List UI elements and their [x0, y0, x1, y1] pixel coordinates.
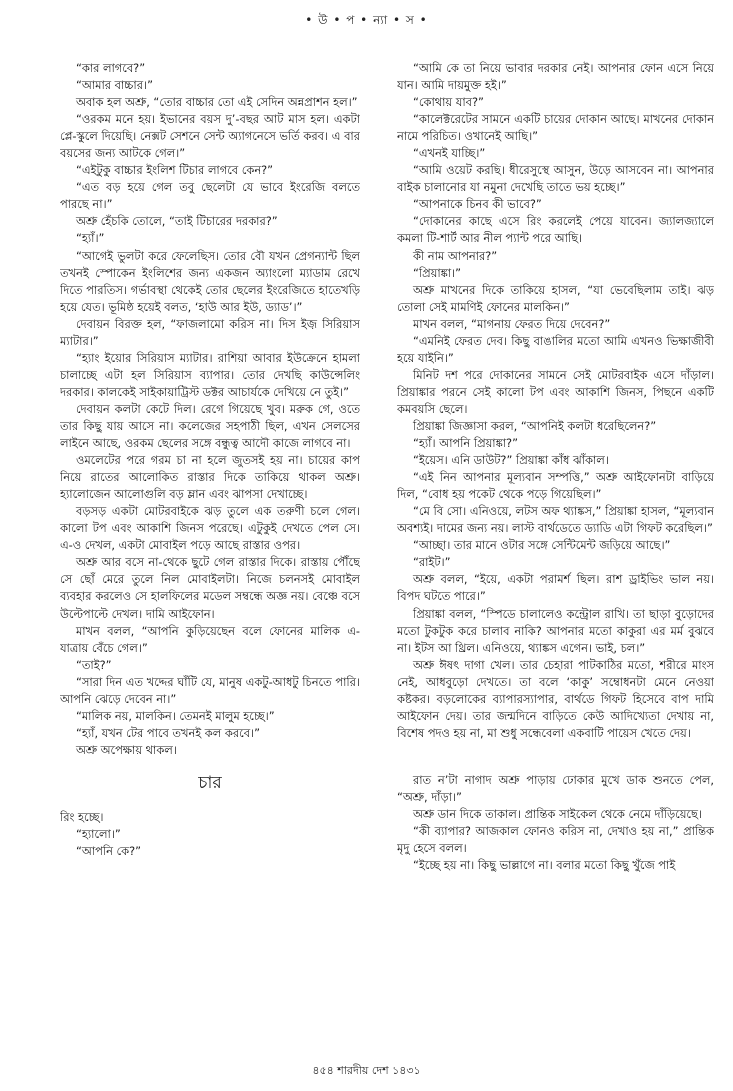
right-column — [397, 60, 714, 1047]
right-after-gap-paragraphs — [397, 772, 714, 874]
paragraph: “কোথায় যাব?” — [412, 95, 484, 110]
paragraph: রাত ন’টা নাগাদ অশ্রু পাড়ায় ঢোকার মুখে ডাক শুনতে পেল, “অশ্রু, দাঁড়া।” — [397, 772, 714, 804]
paragraph: “আমার বাচ্চার।” — [75, 78, 153, 93]
paragraph: “এই নিন আপনার মূল্যবান সম্পত্তি,” অশ্রু আইফোনটা বাড়িয়ে দিল, “বোধ হয় পকেট থেকে পড়ে গিয়েছিল।” — [397, 470, 714, 502]
paragraph: “এমনিই ফেরত দেব। কিছু বাঙালির মতো আমি এখনও ভিক্ষাজীবী হয়ে যাইনি।” — [397, 333, 714, 365]
left-paragraphs — [60, 60, 360, 759]
paragraph: “ইয়েস। এনি ডাউট?” প্রিয়াঙ্কা কাঁধ ঝাঁকাল। — [412, 453, 609, 468]
paragraph: কী নাম আপনার?” — [412, 248, 498, 263]
paragraph: মিনিট দশ পরে দোকানের সামনে সেই মোটরবাইক এসে দাঁড়াল। প্রিয়াঙ্কার পরনে সেই কালো টপ এবং আকাশি জিনস, পিছনে একটি কমবয়সি ছেলে। — [397, 367, 714, 416]
paragraph: “এখনই যাচ্ছি।” — [412, 146, 486, 161]
paragraph: প্রিয়াঙ্কা বলল, “স্পিডে চালালেও কন্ট্রোল রাখি। তা ছাড়া বুড়োদের মতো টুকটুক করে চালাব নাকি? আপনার মতো কাকুরা এর মর্ম বুঝবে না। ইটস আ থ্রিল। এনিওয়ে, থ্যাঙ্কস এগেন। ভাই, চল।” — [397, 606, 714, 655]
page-footer: ৪৫৪ শারদীয় দেশ ১৪৩১ — [312, 1064, 421, 1077]
paragraph: “হ্যাঁ।” — [75, 231, 105, 246]
paragraph: অশ্রু ঈষৎ দাগা খেল। তার চেহারা পাটকাঠির মতো, শরীরে মাংস নেই, আধবুড়ো দেখতে। তা বলে ‘কাকু’ সম্বোধনটা মেনে নেওয়া কষ্টকর। বড়লোকের ব্যাপারস্যাপার, বার্থডে গিফট হিসেবে বাপ দামি আইফোন দেয়। তার জন্মদিনে বাড়িতে কেউ আদিখ্যেতা দেখায় না, বিশেষ পদও হয় না, মা শুধু সন্ধেবেলা একবাটি পায়েস খেতে দেয়। — [397, 657, 714, 740]
paragraph: “হ্যাং ইয়োর সিরিয়াস ম্যাটার। রাশিয়া আবার ইউক্রেনে হামলা চালাচ্ছে এটা হল সিরিয়াস ব্যাপার। তোর দেখছি কাউন্সেলিং দরকার। কালকেই সাইকায়াট্রিস্ট ডক্টর আচার্যকে দেখিয়ে নে তুই।” — [60, 350, 360, 399]
paragraph: “আপনাকে চিনব কী ভাবে?” — [412, 197, 542, 212]
paragraph: “আচ্ছা। তার মানে ওটার সঙ্গে সেন্টিমেন্ট জড়িয়ে আছে।” — [412, 538, 671, 553]
paragraph: অশ্রু অপেক্ষায় থাকল। — [75, 742, 177, 757]
paragraph: অশ্রু বলল, “ইয়ে, একটা পরামর্শ ছিল। রাশ ড্রাইভিং ভাল নয়। বিপদ ঘটতে পারে।” — [397, 572, 714, 604]
paragraph: “এইটুকু বাচ্চার ইংলিশ টিচার লাগবে কেন?” — [75, 163, 274, 178]
paragraph: “তাই?” — [75, 657, 112, 672]
paragraph: “দোকানের কাছে এসে রিং করলেই পেয়ে যাবেন। জ্যালজ্যালে কমলা টি-শার্ট আর নীল প্যান্ট পরে আছি। — [397, 214, 714, 246]
paragraph: “এত বড় হয়ে গেল তবু ছেলেটা যে ভাবে ইংরেজি বলতে পারছে না।” — [60, 180, 360, 212]
paragraph: অশ্রু আর বসে না-থেকে ছুটে গেল রাস্তার দিকে। রাস্তায় পৌঁছে সে ছোঁ মেরে তুলে নিল মোবাইলটা। নিজে চলনসই মোবাইল ব্যবহার করলেও সে হালফিলের মডেল সম্বন্ধে অজ্ঞ নয়। বেঞ্চে বসে উল্টেপাল্টে দেখল। দামি আইফোন। — [60, 555, 360, 621]
paragraph: “হ্যাঁ। আপনি প্রিয়াঙ্কা?” — [412, 436, 518, 451]
paragraph: “কার লাগবে?” — [75, 61, 146, 75]
paragraph: অশ্রু মাখনের দিকে তাকিয়ে হাসল, “যা ভেবেছিলাম তাই। ঝড় তোলা সেই মামণিই ফোনের মালকিন।” — [397, 282, 714, 314]
left-after-section-paragraphs — [60, 809, 360, 860]
page-header: • উ • প • ন্যা • স • — [305, 13, 428, 27]
scene-break — [397, 742, 714, 772]
paragraph: ওমলেটের পরে গরম চা না হলে জুতসই হয় না। চায়ের কাপ নিয়ে রাতের আলোকিত রাস্তার দিকে তাকিয়ে থাকল অশ্রু। হ্যালোজেন আলোগুলি বড় ম্লান এবং ঝাপসা দেখাচ্ছে। — [60, 453, 360, 502]
paragraph: অশ্রু হেঁচকি তোলে, “তাই টিচারের দরকার?” — [75, 214, 278, 229]
paragraph: বড়সড় একটা মোটরবাইকে ঝড় তুলে এক তরুণী চলে গেল। কালো টপ এবং আকাশি জিনস পরেছে। এটুকুই দেখতে পেল সে। এ-ও দেখল, একটা মোবাইল পড়ে আছে রাস্তার ওপর। — [60, 504, 360, 553]
paragraph: অশ্রু ডান দিকে তাকাল। প্রান্তিক সাইকেল থেকে নেমে দাঁড়িয়েছে। — [412, 806, 702, 821]
paragraph: “আমি ওয়েট করছি। ধীরেসুস্থে আসুন, উড়ে আসবেন না। আপনার বাইক চালানোর যা নমুনা দেখেছি তাতে ভয় হচ্ছে।” — [397, 163, 714, 195]
paragraph: “ওরকম মনে হয়। ইভানের বয়স দু’-বছর আট মাস হল। একটা প্লে-স্কুলে দিয়েছি। নেক্সট সেশনে সেন্ট অ্যাগনেসে ভর্তি করব। এ বার বয়সের জন্য আটকে গেল।” — [60, 112, 360, 161]
paragraph: “হ্যালো।” — [75, 826, 121, 841]
paragraph: “হ্যাঁ, যখন টের পাবে তখনই কল করবে।” — [75, 725, 261, 740]
paragraph: “মালিক নয়, মালকিন। তেমনই মালুম হচ্ছে।” — [75, 708, 275, 723]
paragraph: মাখন বলল, “আপনি কুড়িয়েছেন বলে ফোনের মালিক এ-যাত্রায় বেঁচে গেল।” — [60, 623, 360, 655]
paragraph: প্রিয়াঙ্কা জিজ্ঞাসা করল, “আপনিই কলটা ধরেছিলেন?” — [412, 418, 657, 433]
section-heading: চার — [198, 772, 222, 793]
right-paragraphs — [397, 60, 714, 742]
paragraph: “মে বি সো। এনিওয়ে, লটস অফ থ্যাঙ্কস,” প্রিয়াঙ্কা হাসল, “মূল্যবান অবশ্যই। দামের জন্য নয়। লাস্ট বার্থডেতে ড্যাডি এটা গিফট করেছিল।” — [397, 504, 714, 536]
paragraph: “কালেক্টরেটের সামনে একটি চায়ের দোকান আছে। মাখনের দোকান নামে পরিচিত। ওখানেই আছি।” — [397, 112, 714, 144]
paragraph: “আমি কে তা নিয়ে ভাবার দরকার নেই। আপনার ফোন এসে নিয়ে যান। আমি দায়মুক্ত হই।” — [397, 61, 714, 93]
paragraph: “রাইট।” — [412, 555, 451, 570]
left-column — [60, 60, 360, 1047]
paragraph: রিং হচ্ছে। — [60, 809, 104, 824]
paragraph: “প্রিয়াঙ্কা।” — [412, 265, 462, 280]
paragraph: “সারা দিন এত খদ্দের ঘাঁটি যে, মানুষ একটু-আধটু চিনতে পারি। আপনি ঝেড়ে দেবেন না।” — [60, 674, 360, 706]
paragraph: “আগেই ভুলটা করে ফেলেছিস। তোর বৌ যখন প্রেগন্যান্ট ছিল তখনই স্পোকেন ইংলিশের জন্য একজন অ্যাংলো ম্যাডাম রেখে দিতে পারতিস। গর্ভাবস্থা থেকেই তোর ছেলের ইংরেজিতে হাতেখড়ি হয়ে যেত। ভূমিষ্ঠ হয়েই বলত, ‘হাউ আর ইউ, ড্যাড’।” — [60, 248, 360, 314]
paragraph: মাখন বলল, “মাগনায় ফেরত দিয়ে দেবেন?” — [412, 316, 611, 331]
paragraph: “কী ব্যাপার? আজকাল ফোনও করিস না, দেখাও হয় না,” প্রান্তিক মৃদু হেসে বলল। — [397, 824, 714, 856]
paragraph: দেবায়ন বিরক্ত হল, “ফাজলামো করিস না। দিস ইজ় সিরিয়াস ম্যাটার।” — [60, 316, 360, 348]
paragraph: “ইচ্ছে হয় না। কিছু ভাল্লাগে না। বলার মতো কিছু খুঁজে পাই — [412, 858, 676, 873]
paragraph: দেবায়ন কলটা কেটে দিল। রেগে গিয়েছে খুব। মরুক গে, ওতে তার কিছু যায় আসে না। কলেজের সহপাঠী ছিল, এখন সেলসের লাইনে আছে, ওরকম ছেলের সঙ্গে বন্ধুত্ব আদৌ কাজে লাগবে না। — [60, 401, 360, 451]
paragraph: “আপনি কে?” — [75, 844, 142, 859]
paragraph: অবাক হল অশ্রু, “তোর বাচ্চার তো এই সেদিন অন্নপ্রাশন হল।” — [75, 95, 358, 110]
